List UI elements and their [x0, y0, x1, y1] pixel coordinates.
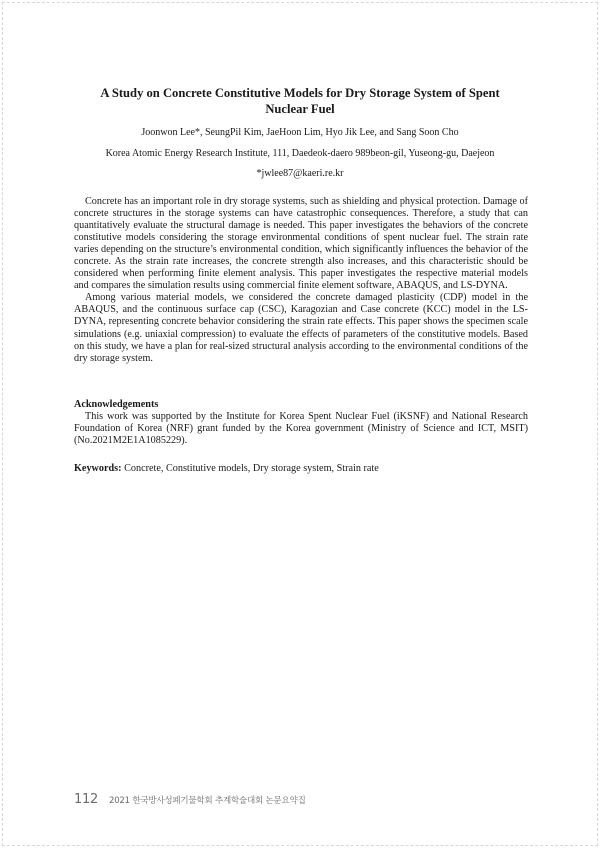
acknowledgements-text: This work was supported by the Institute for Korea Spent Nuclear Fuel (iKSNF) and National Research Foundation of Korea (NRF) grant funded by the Korea government (Ministry of Science and ICT, MSIT) (No.2021M2E1A1085229).	[74, 411, 528, 447]
conference-name: 2021 한국방사성폐기물학회 추계학술대회 논문요약집	[109, 796, 306, 806]
keywords-text: Concrete, Constitutive models, Dry storage system, Strain rate	[124, 463, 379, 474]
abstract-paragraph: Among various material models, we considered the concrete damaged plasticity (CDP) model in the ABAQUS, and the continuous surface cap (CSC), Karagozian and Case concrete (KCC) model in the LS-DYNA, representing concrete behavior considering the strain rate effects. This paper shows the specimen scale simulations (e.g. uniaxial compression) to evaluate the effects of parameters of the constitutive models. Based on this study, we have a plan for real-sized structural analysis according to the environmental conditions of the dry storage system.	[74, 292, 528, 364]
keywords-line	[74, 463, 528, 475]
acknowledgements-section	[74, 411, 528, 447]
abstract-body	[74, 196, 528, 365]
author-affiliation: Korea Atomic Energy Research Institute, 111, Daedeok-daero 989beon-gil, Yuseong-gu, Daejeon	[105, 148, 495, 159]
corresponding-email: *jwlee87@kaeri.re.kr	[256, 168, 344, 179]
keywords-label: Keywords:	[74, 463, 122, 474]
abstract-paragraph: Concrete has an important role in dry storage systems, such as shielding and physical protection. Damage of concrete structures in the storage systems can have catastrophic consequences. Therefore, a study that can quantitatively evaluate the structural damage is needed. This paper investigates the behaviors of the concrete constitutive models considering the storage environmental conditions of spent nuclear fuel. The strain rate varies depending on the structure’s environmental condition, which significantly influences the behavior of the concrete. As the strain rate increases, the concrete strength also increases, and this characteristic should be considered when performing finite element analysis. This paper investigates the respective material models and compares the simulation results using commercial finite element software, ABAQUS, and LS-DYNA.	[74, 196, 528, 292]
paper-title: A Study on Concrete Constitutive Models for Dry Storage System of Spent Nuclear Fuel	[100, 86, 500, 116]
page-footer	[74, 788, 306, 807]
author-list: Joonwon Lee*, SeungPil Kim, JaeHoon Lim, Hyo Jik Lee, and Sang Soon Cho	[141, 127, 459, 138]
page-number: 112	[74, 792, 98, 807]
acknowledgements-heading: Acknowledgements	[74, 399, 159, 410]
